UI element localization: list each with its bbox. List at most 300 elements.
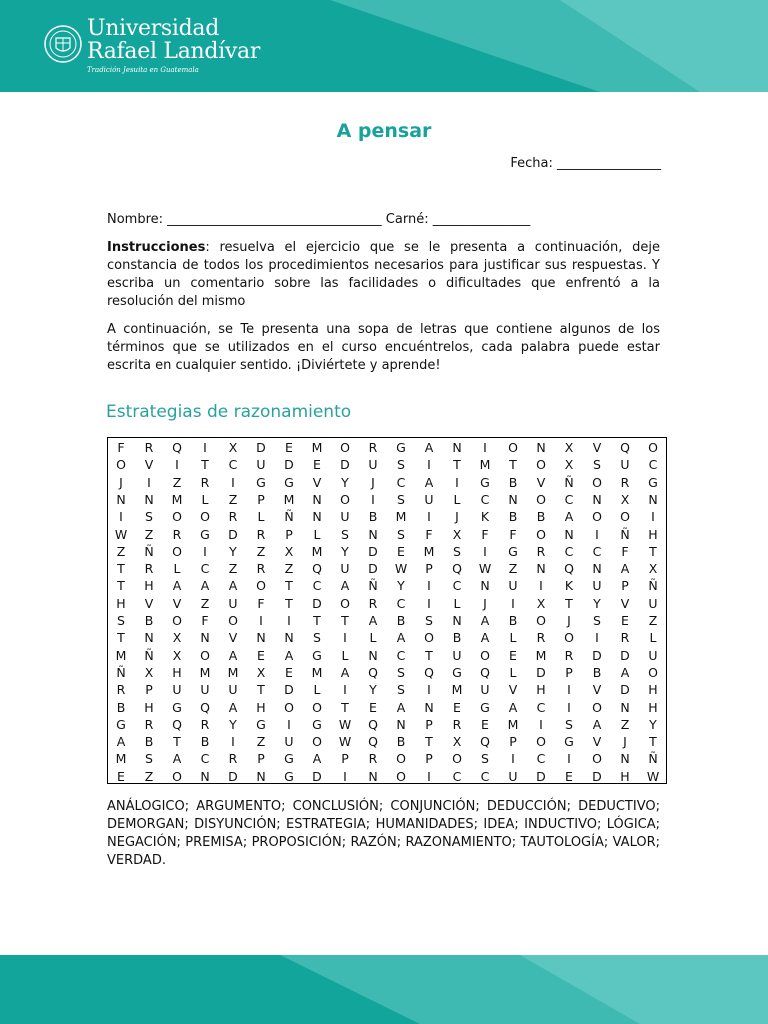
grid-cell: U <box>340 509 350 525</box>
grid-cell: V <box>144 457 154 473</box>
grid-cell: N <box>144 491 154 507</box>
grid-cell: L <box>369 630 377 646</box>
grid-cell: B <box>508 509 518 525</box>
grid-cell: P <box>425 561 433 577</box>
grid-cell: C <box>396 647 406 663</box>
grid-cell: X <box>284 543 294 559</box>
grid-cell: Ñ <box>564 474 574 490</box>
grid-cell: X <box>452 734 462 750</box>
grid-cell: X <box>172 647 182 663</box>
grid-cell: D <box>536 768 546 784</box>
grid-cell: U <box>452 647 462 663</box>
grid-cell: Y <box>341 474 349 490</box>
grid-cell: Y <box>341 543 349 559</box>
grid-cell: T <box>117 561 125 577</box>
grid-cell: O <box>592 474 602 490</box>
grid-cell: I <box>287 613 291 628</box>
grid-cell: N <box>648 491 658 507</box>
grid-cell: A <box>340 664 350 680</box>
grid-cell: D <box>312 768 322 784</box>
grid-cell: I <box>119 509 123 525</box>
grid-cell: O <box>480 647 490 663</box>
grid-cell: T <box>201 457 209 473</box>
grid-cell: X <box>648 561 658 577</box>
grid-cell: V <box>172 595 182 611</box>
grid-cell: Q <box>564 561 574 577</box>
grid-cell: H <box>648 699 658 715</box>
grid-cell: C <box>480 768 490 784</box>
grid-cell: U <box>228 595 238 611</box>
grid-cell: Ñ <box>144 543 154 559</box>
grid-cell: U <box>284 734 294 750</box>
grid-cell: F <box>117 440 125 455</box>
grid-cell: O <box>452 751 462 767</box>
grid-cell: L <box>173 561 181 577</box>
grid-cell: G <box>508 543 518 559</box>
grid-cell: P <box>341 751 349 767</box>
grid-cell: T <box>285 578 293 594</box>
grid-cell: N <box>368 647 378 663</box>
grid-cell: Ñ <box>648 578 658 594</box>
grid-cell: V <box>592 682 602 698</box>
grid-cell: G <box>452 664 462 680</box>
grid-cell: G <box>564 734 574 750</box>
grid-cell: I <box>203 543 207 559</box>
grid-cell: O <box>312 734 322 750</box>
grid-cell: Y <box>369 682 377 698</box>
grid-cell: N <box>480 578 490 594</box>
grid-cell: B <box>592 664 602 680</box>
grid-cell: N <box>592 561 602 577</box>
grid-cell: Ñ <box>144 647 154 663</box>
grid-cell: J <box>483 595 487 611</box>
grid-cell: T <box>313 613 321 628</box>
grid-cell: T <box>117 578 125 594</box>
grid-cell: R <box>144 716 154 732</box>
grid-cell: P <box>285 526 293 542</box>
university-logo[interactable] <box>43 18 260 75</box>
grid-cell: X <box>564 457 574 473</box>
footer-banner <box>0 955 768 1024</box>
grid-cell: B <box>508 613 518 628</box>
grid-cell: N <box>116 491 126 507</box>
grid-cell: E <box>621 613 629 628</box>
grid-cell: D <box>228 768 238 784</box>
grid-cell: W <box>114 526 128 542</box>
grid-cell: M <box>171 491 183 507</box>
instructions-label: Instrucciones <box>107 240 206 255</box>
grid-cell: U <box>368 457 378 473</box>
grid-cell: I <box>371 491 375 507</box>
grid-cell: J <box>371 474 375 490</box>
grid-cell: I <box>567 699 571 715</box>
grid-cell: V <box>508 682 518 698</box>
grid-cell: U <box>340 561 350 577</box>
grid-cell: I <box>259 613 263 628</box>
grid-cell: C <box>396 595 406 611</box>
grid-cell: A <box>424 474 434 490</box>
grid-cell: S <box>397 526 405 542</box>
grid-cell: E <box>397 543 405 559</box>
grid-cell: Ñ <box>116 664 126 680</box>
grid-cell: T <box>173 734 181 750</box>
grid-cell: R <box>228 509 238 525</box>
grid-cell: S <box>593 613 601 628</box>
grid-cell: U <box>592 578 602 594</box>
grid-cell: E <box>117 768 125 784</box>
grid-cell: N <box>620 751 630 767</box>
grid-cell: B <box>368 509 378 525</box>
grid-cell: N <box>284 630 294 646</box>
word-list: ANÁLOGICO; ARGUMENTO; CONCLUSIÓN; CONJUNCIÓN; DEDUCCIÓN; DEDUCTIVO; DEMORGAN; DISYUNCIÓN; ESTRATEGIA; HUMANIDADES; IDEA; INDUCTIVO; LÓGICA; NEGACIÓN; PREMISA; PROPOSICIÓN; RAZÓN; RAZONAMIENTO; TAUTOLOGÍA; VALOR; VERDAD. <box>107 799 660 868</box>
grid-cell: P <box>509 734 517 750</box>
grid-cell: P <box>565 664 573 680</box>
grid-cell: H <box>172 664 182 680</box>
grid-cell: C <box>200 751 210 767</box>
grid-cell: C <box>592 543 602 559</box>
grid-cell: F <box>621 543 629 559</box>
grid-cell: R <box>256 561 266 577</box>
grid-cell: G <box>284 751 294 767</box>
grid-cell: J <box>455 509 459 525</box>
grid-cell: Q <box>452 561 462 577</box>
grid-cell: T <box>257 682 265 698</box>
grid-cell: Y <box>649 716 657 732</box>
grid-cell: D <box>368 561 378 577</box>
grid-cell: Z <box>200 595 210 611</box>
grid-cell: O <box>340 440 350 455</box>
grid-cell: C <box>536 699 546 715</box>
grid-cell: Z <box>228 561 238 577</box>
grid-cell: O <box>200 647 210 663</box>
grid-cell: P <box>425 751 433 767</box>
grid-cell: R <box>228 751 238 767</box>
grid-cell: G <box>312 647 322 663</box>
grid-cell: I <box>483 440 487 455</box>
grid-cell: G <box>480 699 490 715</box>
grid-cell: T <box>425 734 433 750</box>
grid-cell: V <box>620 595 630 611</box>
grid-cell: Q <box>480 664 490 680</box>
grid-cell: R <box>256 526 266 542</box>
grid-cell: B <box>200 734 210 750</box>
grid-cell: S <box>397 682 405 698</box>
grid-cell: U <box>508 578 518 594</box>
grid-cell: Z <box>256 734 266 750</box>
grid-cell: I <box>343 682 347 698</box>
grid-cell: R <box>368 595 378 611</box>
grid-cell: D <box>228 526 238 542</box>
grid-cell: T <box>341 699 349 715</box>
grid-cell: O <box>340 595 350 611</box>
grid-cell: Z <box>508 561 518 577</box>
grid-cell: P <box>621 578 629 594</box>
grid-cell: F <box>257 595 265 611</box>
grid-cell: G <box>648 474 658 490</box>
grid-cell: O <box>592 699 602 715</box>
grid-cell: I <box>567 682 571 698</box>
grid-cell: Q <box>312 561 322 577</box>
grid-cell: N <box>144 630 154 646</box>
grid-cell: U <box>172 682 182 698</box>
grid-cell: K <box>480 509 490 525</box>
grid-cell: C <box>564 491 574 507</box>
grid-cell: X <box>536 595 546 611</box>
grid-cell: I <box>595 526 599 542</box>
grid-cell: U <box>228 682 238 698</box>
grid-cell: B <box>116 699 126 715</box>
grid-cell: O <box>340 491 350 507</box>
grid-cell: M <box>479 457 491 473</box>
grid-cell: Z <box>144 526 154 542</box>
grid-cell: I <box>427 457 431 473</box>
grid-cell: U <box>200 682 210 698</box>
footer-decoration <box>0 955 768 1024</box>
grid-cell: M <box>199 664 211 680</box>
grid-cell: C <box>200 561 210 577</box>
grid-cell: R <box>368 751 378 767</box>
grid-cell: M <box>507 716 519 732</box>
grid-cell: V <box>312 474 322 490</box>
grid-cell: Q <box>172 716 182 732</box>
grid-cell: H <box>116 595 126 611</box>
grid-cell: A <box>396 699 406 715</box>
grid-cell: L <box>509 664 517 680</box>
grid-cell: O <box>172 613 182 628</box>
grid-cell: G <box>200 526 210 542</box>
grid-cell: O <box>200 509 210 525</box>
grid-cell: I <box>203 440 207 455</box>
grid-cell: O <box>284 699 294 715</box>
grid-cell: O <box>116 457 126 473</box>
university-tagline: Tradición Jesuita en Guatemala <box>87 66 199 74</box>
grid-cell: I <box>427 578 431 594</box>
grid-cell: M <box>311 543 323 559</box>
university-seal-icon <box>43 18 83 70</box>
grid-cell: A <box>620 664 630 680</box>
grid-cell: E <box>565 768 573 784</box>
grid-cell: S <box>425 613 433 628</box>
grid-cell: Z <box>144 768 154 784</box>
grid-cell: E <box>313 457 321 473</box>
grid-cell: L <box>453 491 461 507</box>
grid-cell: W <box>394 561 408 577</box>
grid-cell: M <box>423 543 435 559</box>
grid-cell: B <box>144 613 154 628</box>
grid-cell: I <box>231 734 235 750</box>
grid-cell: D <box>592 647 602 663</box>
grid-cell: H <box>620 768 630 784</box>
grid-cell: O <box>172 768 182 784</box>
grid-cell: R <box>620 630 630 646</box>
page-title: A pensar <box>336 120 432 142</box>
grid-cell: G <box>480 474 490 490</box>
grid-cell: N <box>508 491 518 507</box>
grid-cell: C <box>564 543 574 559</box>
grid-cell: X <box>564 440 574 455</box>
grid-cell: R <box>536 543 546 559</box>
grid-cell: R <box>452 716 462 732</box>
grid-cell: A <box>396 630 406 646</box>
grid-cell: R <box>564 647 574 663</box>
grid-cell: U <box>620 457 630 473</box>
grid-cell: H <box>144 699 154 715</box>
grid-cell: C <box>648 457 658 473</box>
grid-cell: A <box>284 647 294 663</box>
grid-cell: N <box>620 699 630 715</box>
grid-cell: S <box>117 613 125 628</box>
grid-cell: I <box>483 543 487 559</box>
grid-cell: Y <box>229 543 237 559</box>
grid-cell: N <box>564 526 574 542</box>
university-name-line2: Rafael Landívar <box>87 39 261 64</box>
grid-cell: L <box>341 647 349 663</box>
grid-cell: U <box>648 647 658 663</box>
grid-cell: C <box>480 491 490 507</box>
grid-cell: O <box>536 491 546 507</box>
grid-cell: D <box>284 457 294 473</box>
grid-cell: S <box>145 509 153 525</box>
grid-cell: O <box>592 751 602 767</box>
grid-cell: I <box>539 578 543 594</box>
grid-cell: N <box>424 699 434 715</box>
grid-cell: E <box>369 699 377 715</box>
grid-cell: S <box>397 457 405 473</box>
grid-cell: L <box>257 509 265 525</box>
grid-cell: D <box>340 457 350 473</box>
grid-cell: I <box>427 509 431 525</box>
grid-cell: T <box>565 595 573 611</box>
grid-cell: N <box>200 768 210 784</box>
grid-cell: T <box>285 595 293 611</box>
grid-cell: M <box>311 440 323 455</box>
grid-cell: I <box>175 457 179 473</box>
grid-cell: R <box>144 440 154 455</box>
grid-cell: I <box>287 716 291 732</box>
grid-cell: A <box>312 751 322 767</box>
grid-cell: G <box>256 474 266 490</box>
grid-cell: B <box>144 734 154 750</box>
grid-cell: X <box>228 440 238 455</box>
grid-cell: I <box>427 595 431 611</box>
grid-cell: R <box>116 682 126 698</box>
grid-cell: J <box>567 613 571 628</box>
grid-cell: O <box>536 734 546 750</box>
grid-cell: M <box>311 664 323 680</box>
grid-cell: A <box>508 699 518 715</box>
university-name-line1: Universidad <box>87 16 220 41</box>
grid-cell: P <box>257 491 265 507</box>
grid-cell: N <box>592 491 602 507</box>
grid-cell: D <box>620 647 630 663</box>
grid-cell: Q <box>368 716 378 732</box>
grid-cell: V <box>144 595 154 611</box>
grid-cell: M <box>395 509 407 525</box>
grid-cell: L <box>313 682 321 698</box>
grid-cell: O <box>172 509 182 525</box>
grid-cell: E <box>285 440 293 455</box>
grid-cell: O <box>396 751 406 767</box>
grid-cell: P <box>257 751 265 767</box>
grid-cell: Ñ <box>620 526 630 542</box>
grid-cell: X <box>256 664 266 680</box>
grid-cell: O <box>648 664 658 680</box>
grid-cell: V <box>592 440 602 455</box>
grid-cell: A <box>200 578 210 594</box>
grid-cell: S <box>145 751 153 767</box>
grid-cell: X <box>144 664 154 680</box>
grid-cell: M <box>115 647 127 663</box>
intro-paragraph: A continuación, se Te presenta una sopa de letras que contiene algunos de los términos que se utilizados en el curso encuéntrelos, cada palabra puede estar escrita en cualquier sentido. ¡Diviértete y aprende! <box>107 322 660 373</box>
grid-cell: L <box>201 491 209 507</box>
grid-cell: O <box>256 578 266 594</box>
grid-cell: R <box>620 474 630 490</box>
grid-cell: A <box>592 716 602 732</box>
grid-cell: Y <box>593 595 601 611</box>
grid-cell: D <box>284 682 294 698</box>
grid-cell: F <box>201 613 209 628</box>
grid-cell: N <box>536 561 546 577</box>
grid-cell: R <box>200 716 210 732</box>
grid-cell: D <box>536 664 546 680</box>
grid-cell: L <box>509 630 517 646</box>
grid-cell: S <box>565 716 573 732</box>
grid-cell: B <box>508 474 518 490</box>
grid-cell: A <box>480 630 490 646</box>
instructions-text: : resuelva el ejercicio que se le presenta a continuación, deje constancia de todos los procedimientos necesarios para justificar sus respuestas. Y escriba un comentario sobre las facilidades o dificultades que enfrentó a la resolución del mismo <box>107 240 660 309</box>
grid-cell: O <box>424 630 434 646</box>
grid-cell: W <box>646 768 660 784</box>
grid-cell: O <box>536 613 546 628</box>
grid-cell: N <box>256 768 266 784</box>
grid-cell: A <box>480 613 490 628</box>
grid-cell: S <box>397 491 405 507</box>
grid-cell: I <box>651 509 655 525</box>
grid-cell: O <box>620 509 630 525</box>
grid-cell: X <box>620 491 630 507</box>
grid-cell: I <box>511 751 515 767</box>
grid-cell: Q <box>200 699 210 715</box>
grid-cell: M <box>115 751 127 767</box>
grid-cell: T <box>649 543 657 559</box>
grid-cell: L <box>453 595 461 611</box>
grid-cell: Ñ <box>284 509 294 525</box>
grid-cell: R <box>368 440 378 455</box>
grid-cell: T <box>425 647 433 663</box>
header-banner <box>0 0 768 92</box>
grid-cell: A <box>424 440 434 455</box>
grid-cell: S <box>481 751 489 767</box>
name-id-field-line: Nombre: _________________________________ Carné: _______________ <box>107 212 531 227</box>
grid-cell: I <box>427 768 431 784</box>
grid-cell: I <box>343 630 347 646</box>
grid-cell: Q <box>424 664 434 680</box>
grid-cell: D <box>256 440 266 455</box>
grid-cell: O <box>508 440 518 455</box>
grid-cell: G <box>312 716 322 732</box>
grid-cell: P <box>145 682 153 698</box>
grid-cell: N <box>312 491 322 507</box>
word-search-grid <box>107 437 667 784</box>
grid-cell: V <box>228 630 238 646</box>
grid-cell: D <box>312 595 322 611</box>
grid-cell: C <box>396 474 406 490</box>
grid-cell: A <box>620 561 630 577</box>
grid-cell: N <box>396 716 406 732</box>
grid-cell: Q <box>368 734 378 750</box>
grid-cell: Ñ <box>648 751 658 767</box>
grid-cell: Z <box>648 613 658 628</box>
